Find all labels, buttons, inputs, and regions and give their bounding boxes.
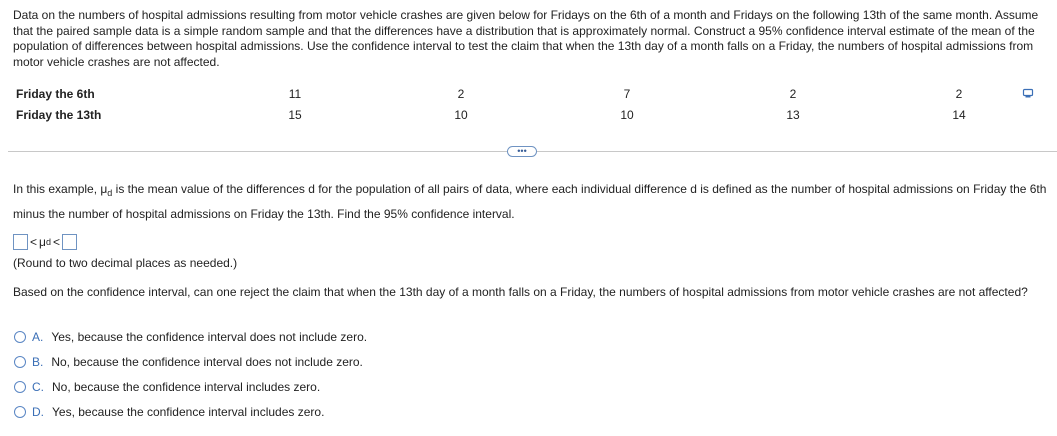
question2-text: Based on the confidence interval, can one reject the claim that when the 13th day of a month falls on a Friday, the numbers of hospital admissions from motor vehicle crashes are not affected?: [13, 285, 1028, 299]
option-text: No, because the confidence interval includes zero.: [52, 379, 321, 394]
problem-statement: Data on the numbers of hospital admissions resulting from motor vehicle crashes are given below for Fridays on the 6th of a month and Fridays on the following 13th of the same month. Assume that the paired sample data is a simple random sample and that the differences have a distribution that is approximately normal. Construct a 95% confidence interval estimate of the mean of the population of differences between hospital admissions. Use the confidence interval to test the claim that when the 13th day of a month falls on a Friday, the numbers of hospital admissions from motor vehicle crashes are not affected.: [13, 8, 1039, 69]
option-text: No, because the confidence interval does not include zero.: [51, 354, 363, 369]
option-text: Yes, because the confidence interval does not include zero.: [51, 329, 368, 344]
table-cell: 2: [789, 86, 797, 101]
option-letter: D.: [32, 404, 44, 419]
radio-button[interactable]: [14, 406, 26, 418]
table-cell: 14: [952, 107, 966, 122]
data-table: [16, 83, 1042, 125]
mu-symbol: μ: [100, 182, 108, 196]
question-part2: is the mean value of the differences d for the population of all pairs of data, where each individual difference d is defined as the number of hospital admissions on Friday the 6th minus the number of hospital admissions on Friday the 13th. Find the 95% confidence interval.: [13, 182, 1047, 221]
row-label: Friday the 6th: [16, 86, 95, 101]
option-text: Yes, because the confidence interval includes zero.: [52, 404, 325, 419]
mu-symbol: μ: [39, 235, 46, 249]
rounding-note: (Round to two decimal places as needed.): [13, 256, 238, 270]
answer-options: [14, 324, 367, 424]
table-cell: 10: [454, 107, 468, 122]
confidence-interval-row: [13, 232, 77, 252]
row-label: Friday the 13th: [16, 107, 102, 122]
radio-button[interactable]: [14, 356, 26, 368]
option-b[interactable]: [14, 349, 367, 374]
table-cell: 13: [786, 107, 800, 122]
table-cell: 2: [457, 86, 465, 101]
option-a[interactable]: [14, 324, 367, 349]
option-d[interactable]: [14, 399, 367, 424]
option-letter: B.: [32, 354, 44, 369]
table-cell: 11: [288, 86, 302, 101]
option-letter: A.: [32, 329, 44, 344]
copy-icon[interactable]: [1022, 86, 1034, 98]
less-than-symbol: <: [52, 235, 60, 249]
mu-subscript: d: [45, 237, 51, 247]
table-cell: 7: [623, 86, 631, 101]
question-part1: In this example,: [13, 182, 101, 196]
lower-bound-input[interactable]: [13, 234, 28, 250]
table-cell: 10: [620, 107, 634, 122]
question-text: [13, 179, 1057, 225]
radio-button[interactable]: [14, 381, 26, 393]
table-row: [16, 104, 1042, 125]
table-cell: 15: [288, 107, 302, 122]
mu-subscript: d: [107, 188, 113, 198]
table-cell: 2: [955, 86, 963, 101]
option-c[interactable]: [14, 374, 367, 399]
radio-button[interactable]: [14, 331, 26, 343]
table-row: [16, 83, 1042, 104]
option-letter: C.: [32, 379, 44, 394]
upper-bound-input[interactable]: [62, 234, 77, 250]
more-button[interactable]: •••: [507, 146, 537, 157]
less-than-symbol: <: [30, 235, 38, 249]
